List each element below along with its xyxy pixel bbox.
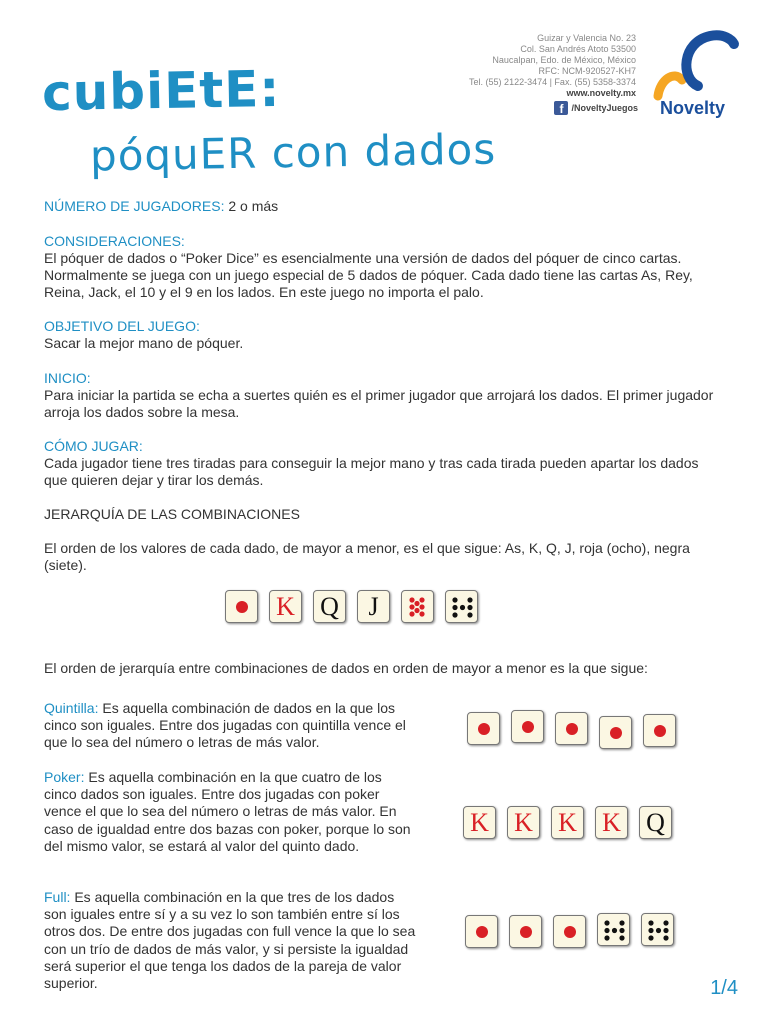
considerations-heading: CONSIDERACIONES: xyxy=(44,233,185,249)
objective-section xyxy=(44,318,724,352)
die-queen-letter: Q xyxy=(646,807,665,837)
die-king xyxy=(507,806,540,839)
combo-quintilla xyxy=(44,700,416,752)
die-king xyxy=(463,806,496,839)
red-pip-icon xyxy=(522,721,534,733)
black-seven-pips-icon xyxy=(642,914,675,947)
combo-full-text: Es aquella combinación en la que tres de los dados son iguales entre sí y a su vez lo son también entre sí los otros dos. De entre dos jugadas con full vence la que lo sea con un trío de dados de más valor, y si persiste la igualdad será superior el que tenga los dados de la pareja de valor superior. xyxy=(44,889,416,992)
howto-heading: CÓMO JUGAR: xyxy=(44,438,143,454)
start-text: Para iniciar la partida se echa a suertes quién es el primer jugador que arrojará los dados. El primer jugador arroja los dados sobre la mesa. xyxy=(44,387,714,420)
start-heading: INICIO: xyxy=(44,370,91,386)
red-pip-icon xyxy=(476,926,488,938)
full-dice xyxy=(465,913,674,948)
red-pip-icon xyxy=(610,727,622,739)
die-king-letter: K xyxy=(602,807,621,837)
objective-heading: OBJETIVO DEL JUEGO: xyxy=(44,318,200,334)
die-queen xyxy=(639,806,672,839)
die-king-letter: K xyxy=(276,591,295,621)
combo-full-name: Full: xyxy=(44,889,71,905)
die-ace xyxy=(467,712,500,745)
die-red-eight xyxy=(401,590,434,623)
red-pip-icon xyxy=(478,723,490,735)
start-section xyxy=(44,370,724,421)
die-king-letter: K xyxy=(558,807,577,837)
die-ace xyxy=(465,915,498,948)
howto-text: Cada jugador tiene tres tiradas para conseguir la mejor mano y tras cada tirada pueden apartar los dados que quieren dejar y tirar los demás. xyxy=(44,455,699,488)
players-value: 2 o más xyxy=(228,198,279,214)
phone: Tel. (55) 2122-3474 | Fax. (55) 5358-3374 xyxy=(469,77,636,87)
combo-full xyxy=(44,889,416,992)
die-queen xyxy=(313,590,346,623)
facebook-icon: f xyxy=(554,101,568,115)
red-pip-icon xyxy=(236,601,248,613)
die-ace xyxy=(509,915,542,948)
rfc: RFC: NCM-920527-KH7 xyxy=(538,66,636,76)
value-order-dice xyxy=(225,590,478,623)
quintilla-dice xyxy=(467,712,676,749)
address-line-3: Naucalpan, Edo. de México, México xyxy=(492,55,636,65)
players-label: NÚMERO DE JUGADORES: xyxy=(44,198,225,214)
die-queen-letter: Q xyxy=(320,591,339,621)
company-info xyxy=(469,33,636,99)
combo-poker-text: Es aquella combinación en la que cuatro de los cinco dados son iguales. Entre dos jugadas con poker vence el que lo sea del número o letras de más valor. En caso de igualdad entre dos bazas con poker, porque lo son del mismo valor, se estará al valor del quinto dado. xyxy=(44,769,411,854)
black-seven-pips-icon xyxy=(598,914,631,947)
combos-intro: El orden de jerarquía entre combinaciones de dados en orden de mayor a menor es la que sigue: xyxy=(44,660,648,676)
die-ace xyxy=(555,712,588,745)
die-black-seven xyxy=(641,913,674,946)
die-king-letter: K xyxy=(470,807,489,837)
die-jack xyxy=(357,590,390,623)
hierarchy-heading: JERARQUÍA DE LAS COMBINACIONES xyxy=(44,506,300,522)
brand-name: Novelty xyxy=(660,98,726,118)
combo-quintilla-text: Es aquella combinación de dados en la que los cinco son iguales. Entre dos jugadas con quintilla vence el que lo sea del número o letras de más valor. xyxy=(44,700,406,751)
combo-poker xyxy=(44,769,416,855)
combo-quintilla-name: Quintilla: xyxy=(44,700,99,716)
die-jack-letter: J xyxy=(368,591,379,621)
facebook-handle: /NoveltyJuegos xyxy=(571,103,638,113)
red-pip-icon xyxy=(654,725,666,737)
die-ace xyxy=(511,710,544,743)
die-black-seven xyxy=(445,590,478,623)
red-eight-pips-icon xyxy=(402,591,435,624)
die-ace xyxy=(225,590,258,623)
objective-text: Sacar la mejor mano de póquer. xyxy=(44,335,244,351)
website-link[interactable]: www.novelty.mx xyxy=(566,88,636,98)
die-black-seven xyxy=(597,913,630,946)
considerations-text: El póquer de dados o “Poker Dice” es esencialmente una versión de dados del póquer de cinco cartas. Normalmente se juega con un juego especial de 5 dados de póquer. Cada dado tiene las cartas As, Rey, Reina, Jack, el 10 y el 9 en los lados. En este juego no importa el palo. xyxy=(44,250,693,300)
die-ace xyxy=(599,716,632,749)
address-line-2: Col. San Andrés Atoto 53500 xyxy=(520,44,636,54)
address-line-1: Guizar y Valencia No. 23 xyxy=(537,33,636,43)
facebook-link[interactable] xyxy=(554,101,638,115)
poker-dice xyxy=(463,806,672,839)
howto-section xyxy=(44,438,724,489)
red-pip-icon xyxy=(566,723,578,735)
players-section xyxy=(44,198,724,215)
considerations-section xyxy=(44,233,724,301)
red-pip-icon xyxy=(520,926,532,938)
title-line-2: póquER con dados xyxy=(89,124,497,181)
combo-poker-name: Poker: xyxy=(44,769,85,785)
die-king xyxy=(551,806,584,839)
die-ace xyxy=(643,714,676,747)
black-seven-pips-icon xyxy=(446,591,479,624)
die-king xyxy=(269,590,302,623)
red-pip-icon xyxy=(564,926,576,938)
die-ace xyxy=(553,915,586,948)
order-text: El orden de los valores de cada dado, de mayor a menor, es el que sigue: As, K, Q, J, roja (ocho), negra (siete). xyxy=(44,540,690,573)
page-number: 1/4 xyxy=(710,977,738,999)
title-line-1: cubiEtE: xyxy=(41,59,281,123)
die-king xyxy=(595,806,628,839)
die-king-letter: K xyxy=(514,807,533,837)
